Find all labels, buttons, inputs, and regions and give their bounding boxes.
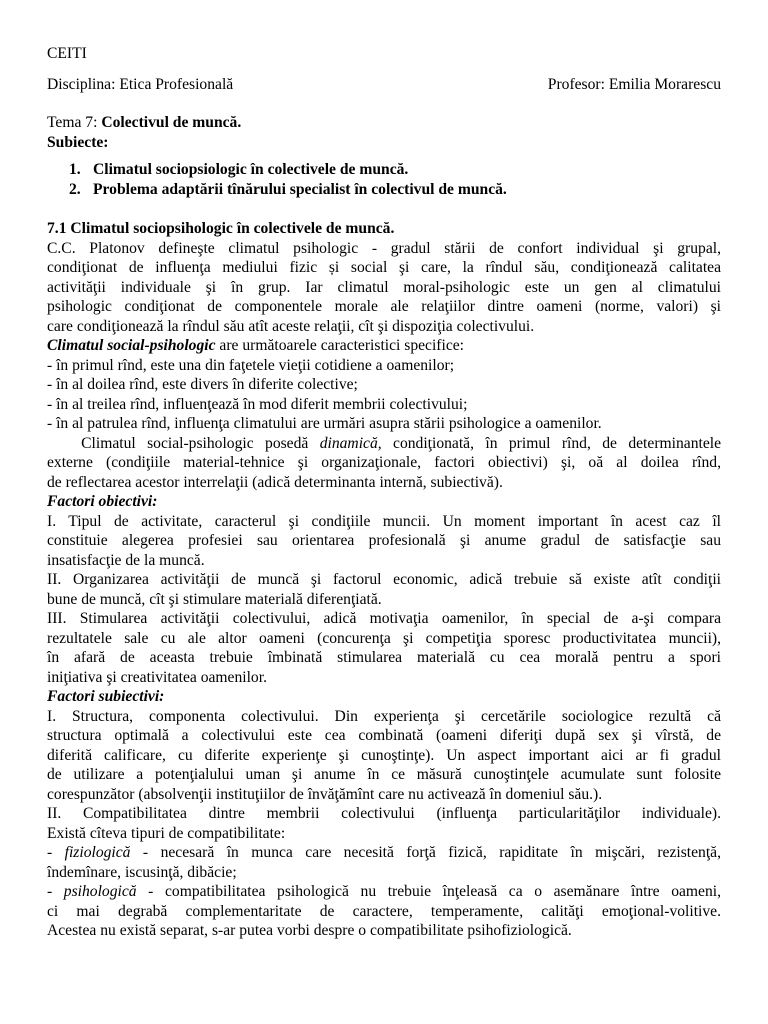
paragraph-line: condiţionat de influenţa mediului fizic și social şi care, la rîndul său, condiţionează calitatea — [47, 259, 721, 276]
paragraph-line: bune de muncă, cît şi stimulare materială diferenţiată. — [47, 590, 382, 608]
header-row — [47, 75, 721, 95]
paragraph-line: structura optimală a colectivului este cea combinată (oameni diferiţi după sex şi vîrstă, de — [47, 727, 721, 744]
document-page — [47, 44, 721, 941]
paragraph-line: psihologic condiţionat de componentele morale ale relaţiilor dintre oameni (norme, valori) şi — [47, 298, 721, 315]
paragraph-line: care condiţionează la rîndul său atît aceste relaţii, cît şi dispoziţia colectivului. — [47, 317, 535, 335]
italic-segment: - fiziologică — [47, 844, 131, 861]
compat-psycho-line: ci mai degrabă complementaritate de caractere, temperamente, calităţi emoţional-volitive. — [47, 902, 721, 920]
text-segment: Climatul social-psihologic posedă — [47, 434, 320, 452]
paragraph-line: Există cîteva tipuri de compatibilitate: — [47, 824, 286, 842]
professor-label: Profesor: Emilia Morarescu — [547, 75, 721, 93]
paragraph-line: diferită calificare, cu diferite experienţe şi cunoştinţe). Un aspect important aici ar fi gradul — [47, 746, 721, 764]
paragraph-line: I. Structura, componenta colectivului. Din experienţa şi cercetările sociologice rezultă că — [47, 707, 721, 725]
list-item — [47, 160, 721, 180]
paragraph-line: insatisfacţie de la muncă. — [47, 551, 205, 569]
list-item-text: Climatul sociopsiologic în colectivele de muncă. — [93, 161, 409, 178]
paragraph-line: corespunzător (absolvenţii instituţiilor de învăţămînt care nu activează în domeniul său.). — [47, 785, 603, 803]
paragraph-line: II. Organizarea activităţii de muncă şi factorul economic, adică trebuie să existe atît condiţii — [47, 571, 721, 588]
list-item-text: Problema adaptării tînărului specialist în colectivul de muncă. — [93, 180, 507, 198]
list-item-number: 1. — [69, 161, 81, 178]
paragraph-line: constituie alegerea profesiei sau orientarea profesională şi anume gradul de satisfacţie sau — [47, 532, 721, 549]
objective-factors — [47, 492, 721, 687]
compat-physio-line: îndemînare, iscusinţă, dibăcie; — [47, 863, 237, 881]
discipline-label: Disciplina: Etica Profesională — [47, 75, 234, 93]
section-heading: 7.1 Climatul sociopsihologic în colectivele de muncă. — [47, 220, 395, 237]
subjects-label: Subiecte: — [47, 133, 109, 151]
theme-block — [47, 113, 721, 152]
theme-title-line — [47, 113, 721, 133]
climate-line — [47, 336, 721, 356]
subjective-factors — [47, 687, 721, 941]
paragraph-line: II. Compatibilitatea dintre membrii colectivului (influenţa particularităţilor individuale). — [47, 805, 721, 822]
text-segment: condiţionată, în primul rînd, de determinantele — [381, 434, 721, 452]
paragraph-line: rezultatele sale cu ale altor oameni (concurenţa şi competiţia sporesc productivitatea muncii), — [47, 629, 721, 647]
paragraph-line: de reflectarea acestor interrelaţii (adică determinanta internă, subiectivă). — [47, 473, 503, 491]
institution-name: CEITI — [47, 45, 87, 62]
paragraph-line: în afară de aceasta trebuie îmbinată stimularea materială cu cea morală pentru a spori — [47, 649, 721, 666]
list-item — [47, 180, 721, 200]
paragraph-line: C.C. Platonov defineşte climatul psihologic - gradul stării de confort individual şi grupal, — [47, 239, 721, 257]
objective-heading: Factori obiectivi: — [47, 493, 158, 510]
italic-segment: dinamică, — [319, 434, 382, 452]
paragraph-line: III. Stimularea activităţii colectivului, adică motivaţia oamenilor, în special de a-şi compara — [47, 610, 721, 627]
paragraph-line: activităţii individuale şi în grup. Iar climatul moral-psihologic este un gen al climatului — [47, 278, 721, 296]
compat-physio-line — [47, 843, 721, 863]
theme-title: Colectivul de muncă. — [101, 114, 242, 131]
paragraph-line: iniţiativa şi creativitatea oamenilor. — [47, 668, 267, 686]
text-segment: - compatibilitatea psihologică nu trebuie înţeleasă ca o asemănare între oameni, — [136, 883, 721, 900]
paragraph-line: externe (condiţiile material-tehnice şi organizaţionale, factori obiectivi) şi, oă al doilea rînd, — [47, 454, 721, 471]
compat-psycho-line: Acestea nu există separat, s-ar putea vorbi despre o compatibilitate psihofiziologică. — [47, 922, 572, 939]
paragraph-line: I. Tipul de activitate, caracterul şi condiţiile muncii. Un moment important în acest caz îl — [47, 512, 721, 530]
subjective-heading: Factori subiectivi: — [47, 688, 165, 705]
characteristic-item: - în al patrulea rînd, influenţa climatului are urmări asupra stării psihologice a oamenilor. — [47, 415, 602, 432]
characteristic-item: - în al treilea rînd, influenţează în mod diferit membrii colectivului; — [47, 395, 468, 413]
paragraph-line — [47, 434, 721, 454]
subjects-list — [47, 160, 721, 199]
climate-lead: Climatul social-psihologic — [47, 337, 216, 354]
characteristic-item: - în primul rînd, este una din faţetele vieţii cotidiene a oamenilor; — [47, 356, 455, 374]
list-item-number: 2. — [69, 180, 81, 198]
text-segment: - necesară în munca care necesită forţă fizică, rapiditate în mişcări, rezistenţă, — [130, 844, 721, 861]
characteristic-item: - în al doilea rînd, este divers în diferite colective; — [47, 376, 358, 393]
section-block — [47, 219, 721, 492]
italic-segment: - psihologică — [47, 883, 137, 900]
climate-rest: are următoarele caracteristici specifice: — [215, 337, 465, 354]
compat-psycho-line — [47, 882, 721, 902]
paragraph-line: de utilizare a potenţialului uman şi anume în ce măsură cunoştinţele acumulate sunt folosite — [47, 766, 721, 783]
theme-label: Tema 7: — [47, 114, 98, 131]
